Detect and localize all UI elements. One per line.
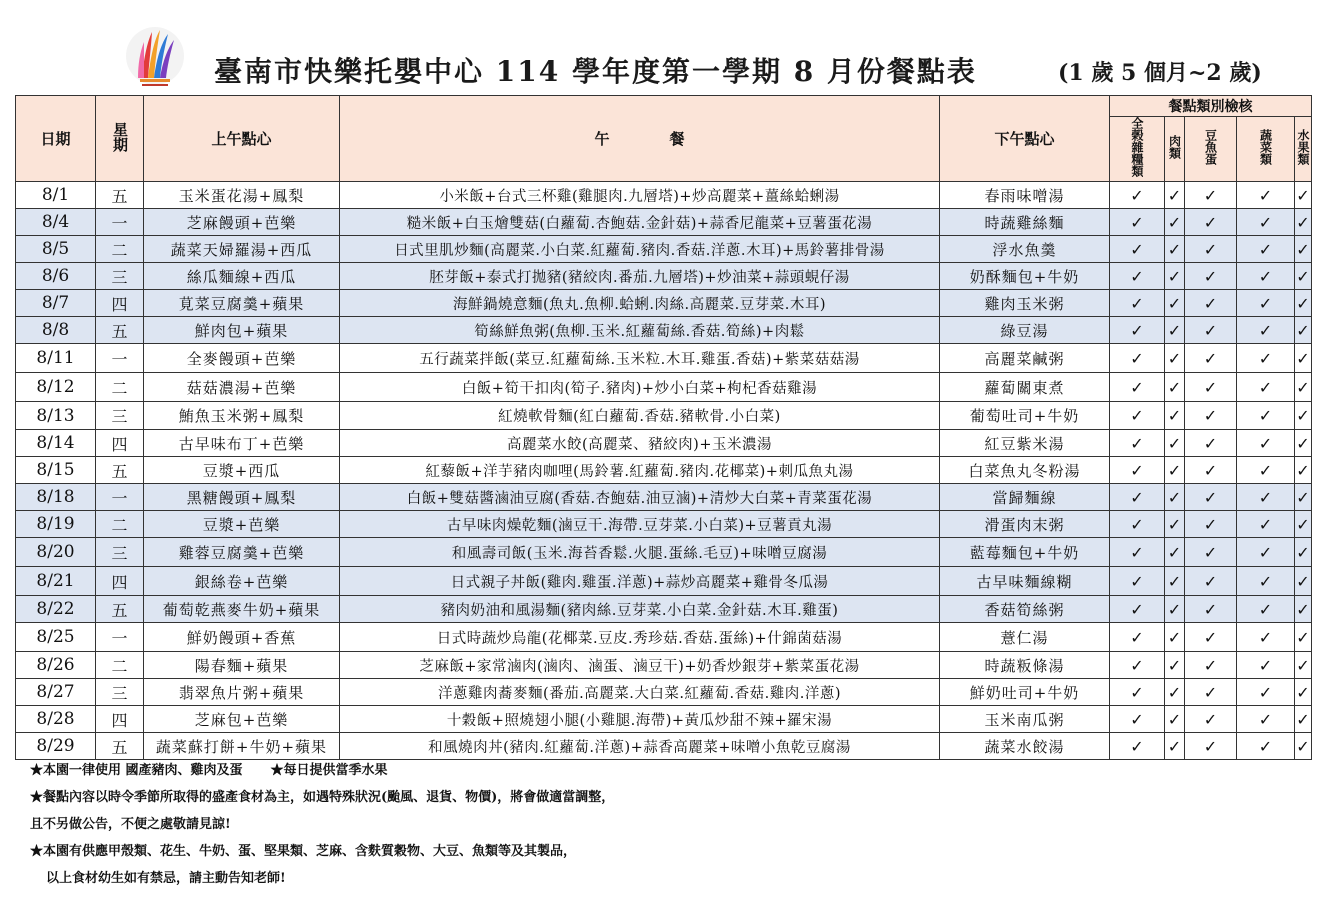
meat-check-icon: ✓ — [1165, 623, 1185, 652]
afternoon-snack-cell: 滑蛋肉末粥 — [940, 511, 1110, 538]
table-row — [16, 567, 1312, 596]
grains-check-icon: ✓ — [1110, 652, 1165, 679]
grains-check-icon: ✓ — [1110, 209, 1165, 236]
morning-snack-cell: 芝麻包+芭樂 — [144, 706, 340, 733]
date-cell: 8/20 — [16, 538, 96, 567]
date-cell: 8/8 — [16, 317, 96, 344]
weekday-cell: 五 — [96, 182, 144, 209]
fruit-check-icon: ✓ — [1295, 706, 1312, 733]
header-afternoon-snack: 下午點心 — [940, 96, 1110, 182]
bean-fish-egg-check-icon: ✓ — [1185, 317, 1237, 344]
date-cell: 8/4 — [16, 209, 96, 236]
header-lunch: 午 餐 — [340, 96, 940, 182]
lunch-cell: 日式時蔬炒烏龍(花椰菜.豆皮.秀珍菇.香菇.蛋絲)+什錦菌菇湯 — [340, 623, 940, 652]
fruit-check-icon: ✓ — [1295, 290, 1312, 317]
grains-check-icon: ✓ — [1110, 263, 1165, 290]
vegetables-check-icon: ✓ — [1237, 484, 1295, 511]
weekday-cell: 四 — [96, 430, 144, 457]
bean-fish-egg-check-icon: ✓ — [1185, 679, 1237, 706]
lunch-cell: 和風壽司飯(玉米.海苔香鬆.火腿.蛋絲.毛豆)+味噌豆腐湯 — [340, 538, 940, 567]
meat-check-icon: ✓ — [1165, 402, 1185, 430]
notes — [30, 757, 614, 892]
morning-snack-cell: 黑糖饅頭+鳳梨 — [144, 484, 340, 511]
afternoon-snack-cell: 古早味麵線糊 — [940, 567, 1110, 596]
vegetables-check-icon: ✓ — [1237, 652, 1295, 679]
meat-check-icon: ✓ — [1165, 596, 1185, 623]
date-cell: 8/25 — [16, 623, 96, 652]
bean-fish-egg-check-icon: ✓ — [1185, 567, 1237, 596]
meat-check-icon: ✓ — [1165, 733, 1185, 760]
table-row — [16, 511, 1312, 538]
afternoon-snack-cell: 奶酥麵包+牛奶 — [940, 263, 1110, 290]
bean-fish-egg-check-icon: ✓ — [1185, 484, 1237, 511]
table-row — [16, 290, 1312, 317]
date-cell: 8/19 — [16, 511, 96, 538]
grains-check-icon: ✓ — [1110, 567, 1165, 596]
table-row — [16, 679, 1312, 706]
fruit-check-icon: ✓ — [1295, 623, 1312, 652]
vegetables-check-icon: ✓ — [1237, 236, 1295, 263]
bean-fish-egg-check-icon: ✓ — [1185, 209, 1237, 236]
table-row — [16, 344, 1312, 373]
table-row — [16, 182, 1312, 209]
meat-check-icon: ✓ — [1165, 511, 1185, 538]
lunch-cell: 小米飯+台式三杯雞(雞腿肉.九層塔)+炒高麗菜+薑絲蛤蜊湯 — [340, 182, 940, 209]
header-fruit: 水果類 — [1295, 117, 1312, 182]
school-logo — [124, 26, 186, 94]
fruit-check-icon: ✓ — [1295, 484, 1312, 511]
lunch-cell: 芝麻飯+家常滷肉(滷肉、滷蛋、滷豆干)+奶香炒銀芽+紫菜蛋花湯 — [340, 652, 940, 679]
bean-fish-egg-check-icon: ✓ — [1185, 344, 1237, 373]
fruit-check-icon: ✓ — [1295, 182, 1312, 209]
grains-check-icon: ✓ — [1110, 733, 1165, 760]
morning-snack-cell: 鮪魚玉米粥+鳳梨 — [144, 402, 340, 430]
meat-check-icon: ✓ — [1165, 538, 1185, 567]
weekday-cell: 五 — [96, 733, 144, 760]
fruit-check-icon: ✓ — [1295, 538, 1312, 567]
bean-fish-egg-check-icon: ✓ — [1185, 652, 1237, 679]
afternoon-snack-cell: 藍莓麵包+牛奶 — [940, 538, 1110, 567]
lunch-cell: 豬肉奶油和風湯麵(豬肉絲.豆芽菜.小白菜.金針菇.木耳.雞蛋) — [340, 596, 940, 623]
table-row — [16, 484, 1312, 511]
lunch-cell: 海鮮鍋燒意麵(魚丸.魚柳.蛤蜊.肉絲.高麗菜.豆芽菜.木耳) — [340, 290, 940, 317]
note-line-4: ★本園有供應甲殼類、花生、牛奶、蛋、堅果類、芝麻、含麩質穀物、大豆、魚類等及其製品， — [30, 844, 577, 859]
header-bean-fish-egg: 豆魚蛋 — [1185, 117, 1237, 182]
afternoon-snack-cell: 香菇筍絲粥 — [940, 596, 1110, 623]
header-meat: 肉類 — [1165, 117, 1185, 182]
afternoon-snack-cell: 玉米南瓜粥 — [940, 706, 1110, 733]
lunch-cell: 五行蔬菜拌飯(菜豆.紅蘿蔔絲.玉米粒.木耳.雞蛋.香菇)+紫菜菇菇湯 — [340, 344, 940, 373]
weekday-cell: 一 — [96, 344, 144, 373]
grains-check-icon: ✓ — [1110, 373, 1165, 402]
meat-check-icon: ✓ — [1165, 679, 1185, 706]
morning-snack-cell: 鮮奶饅頭+香蕉 — [144, 623, 340, 652]
weekday-cell: 二 — [96, 511, 144, 538]
morning-snack-cell: 全麥饅頭+芭樂 — [144, 344, 340, 373]
date-cell: 8/6 — [16, 263, 96, 290]
vegetables-check-icon: ✓ — [1237, 402, 1295, 430]
afternoon-snack-cell: 春雨味噌湯 — [940, 182, 1110, 209]
bean-fish-egg-check-icon: ✓ — [1185, 511, 1237, 538]
grains-check-icon: ✓ — [1110, 317, 1165, 344]
note-seasonal-fruit: ★每日提供當季水果 — [270, 763, 388, 778]
vegetables-check-icon: ✓ — [1237, 290, 1295, 317]
fruit-check-icon: ✓ — [1295, 679, 1312, 706]
table-row — [16, 373, 1312, 402]
weekday-cell: 二 — [96, 652, 144, 679]
table-row — [16, 733, 1312, 760]
bean-fish-egg-check-icon: ✓ — [1185, 733, 1237, 760]
meal-rows — [16, 182, 1312, 760]
morning-snack-cell: 翡翠魚片粥+蘋果 — [144, 679, 340, 706]
note-line-3: 且不另做公告，不便之處敬請見諒! — [30, 817, 231, 832]
meat-check-icon: ✓ — [1165, 290, 1185, 317]
table-row — [16, 209, 1312, 236]
date-cell: 8/1 — [16, 182, 96, 209]
table-row — [16, 538, 1312, 567]
afternoon-snack-cell: 時蔬粄條湯 — [940, 652, 1110, 679]
grains-check-icon: ✓ — [1110, 344, 1165, 373]
morning-snack-cell: 古早味布丁+芭樂 — [144, 430, 340, 457]
table-row — [16, 402, 1312, 430]
vegetables-check-icon: ✓ — [1237, 457, 1295, 484]
bean-fish-egg-check-icon: ✓ — [1185, 538, 1237, 567]
afternoon-snack-cell: 浮水魚羹 — [940, 236, 1110, 263]
header-grains: 全榖雜糧類 — [1110, 117, 1165, 182]
bean-fish-egg-check-icon: ✓ — [1185, 236, 1237, 263]
bean-fish-egg-check-icon: ✓ — [1185, 373, 1237, 402]
meat-check-icon: ✓ — [1165, 373, 1185, 402]
header-morning-snack: 上午點心 — [144, 96, 340, 182]
fruit-check-icon: ✓ — [1295, 596, 1312, 623]
lunch-cell: 白飯+雙菇醬滷油豆腐(香菇.杏鮑菇.油豆滷)+清炒大白菜+青菜蛋花湯 — [340, 484, 940, 511]
meat-check-icon: ✓ — [1165, 263, 1185, 290]
lunch-cell: 日式里肌炒麵(高麗菜.小白菜.紅蘿蔔.豬肉.香菇.洋蔥.木耳)+馬鈴薯排骨湯 — [340, 236, 940, 263]
morning-snack-cell: 芝麻饅頭+芭樂 — [144, 209, 340, 236]
weekday-cell: 五 — [96, 596, 144, 623]
afternoon-snack-cell: 綠豆湯 — [940, 317, 1110, 344]
date-cell: 8/22 — [16, 596, 96, 623]
vegetables-check-icon: ✓ — [1237, 317, 1295, 344]
weekday-cell: 四 — [96, 706, 144, 733]
bean-fish-egg-check-icon: ✓ — [1185, 182, 1237, 209]
date-cell: 8/5 — [16, 236, 96, 263]
lunch-cell: 十穀飯+照燒翅小腿(小雞腿.海帶)+黃瓜炒甜不辣+羅宋湯 — [340, 706, 940, 733]
fruit-check-icon: ✓ — [1295, 430, 1312, 457]
fruit-check-icon: ✓ — [1295, 317, 1312, 344]
header-date: 日期 — [16, 96, 96, 182]
date-cell: 8/29 — [16, 733, 96, 760]
fruit-check-icon: ✓ — [1295, 567, 1312, 596]
morning-snack-cell: 菇菇濃湯+芭樂 — [144, 373, 340, 402]
vegetables-check-icon: ✓ — [1237, 706, 1295, 733]
vegetables-check-icon: ✓ — [1237, 263, 1295, 290]
vegetables-check-icon: ✓ — [1237, 623, 1295, 652]
grains-check-icon: ✓ — [1110, 484, 1165, 511]
weekday-cell: 五 — [96, 317, 144, 344]
afternoon-snack-cell: 薏仁湯 — [940, 623, 1110, 652]
morning-snack-cell: 雞蓉豆腐羹+芭樂 — [144, 538, 340, 567]
meat-check-icon: ✓ — [1165, 317, 1185, 344]
meat-check-icon: ✓ — [1165, 652, 1185, 679]
grains-check-icon: ✓ — [1110, 182, 1165, 209]
grains-check-icon: ✓ — [1110, 290, 1165, 317]
lunch-cell: 和風燒肉丼(豬肉.紅蘿蔔.洋蔥)+蒜香高麗菜+味噌小魚乾豆腐湯 — [340, 733, 940, 760]
morning-snack-cell: 陽春麵+蘋果 — [144, 652, 340, 679]
bean-fish-egg-check-icon: ✓ — [1185, 290, 1237, 317]
afternoon-snack-cell: 雞肉玉米粥 — [940, 290, 1110, 317]
weekday-cell: 三 — [96, 402, 144, 430]
vegetables-check-icon: ✓ — [1237, 596, 1295, 623]
grains-check-icon: ✓ — [1110, 596, 1165, 623]
table-row — [16, 652, 1312, 679]
age-range: (1 歲 5 個月~2 歲) — [1058, 60, 1262, 86]
vegetables-check-icon: ✓ — [1237, 430, 1295, 457]
vegetables-check-icon: ✓ — [1237, 733, 1295, 760]
afternoon-snack-cell: 高麗菜鹹粥 — [940, 344, 1110, 373]
header-vegetables: 蔬菜類 — [1237, 117, 1295, 182]
lunch-cell: 高麗菜水餃(高麗菜、豬絞肉)+玉米濃湯 — [340, 430, 940, 457]
date-cell: 8/18 — [16, 484, 96, 511]
meat-check-icon: ✓ — [1165, 430, 1185, 457]
afternoon-snack-cell: 鮮奶吐司+牛奶 — [940, 679, 1110, 706]
lunch-cell: 日式親子丼飯(雞肉.雞蛋.洋蔥)+蒜炒高麗菜+雞骨冬瓜湯 — [340, 567, 940, 596]
vegetables-check-icon: ✓ — [1237, 679, 1295, 706]
bean-fish-egg-check-icon: ✓ — [1185, 430, 1237, 457]
table-row — [16, 317, 1312, 344]
vegetables-check-icon: ✓ — [1237, 567, 1295, 596]
grains-check-icon: ✓ — [1110, 457, 1165, 484]
afternoon-snack-cell: 紅豆紫米湯 — [940, 430, 1110, 457]
table-row — [16, 706, 1312, 733]
date-cell: 8/27 — [16, 679, 96, 706]
morning-snack-cell: 豆漿+西瓜 — [144, 457, 340, 484]
meat-check-icon: ✓ — [1165, 182, 1185, 209]
weekday-cell: 五 — [96, 457, 144, 484]
grains-check-icon: ✓ — [1110, 679, 1165, 706]
morning-snack-cell: 鮮肉包+蘋果 — [144, 317, 340, 344]
lunch-cell: 紅藜飯+洋芋豬肉咖哩(馬鈴薯.紅蘿蔔.豬肉.花椰菜)+刺瓜魚丸湯 — [340, 457, 940, 484]
grains-check-icon: ✓ — [1110, 511, 1165, 538]
morning-snack-cell: 豆漿+芭樂 — [144, 511, 340, 538]
fruit-check-icon: ✓ — [1295, 402, 1312, 430]
date-cell: 8/15 — [16, 457, 96, 484]
grains-check-icon: ✓ — [1110, 236, 1165, 263]
date-cell: 8/21 — [16, 567, 96, 596]
bean-fish-egg-check-icon: ✓ — [1185, 596, 1237, 623]
fruit-check-icon: ✓ — [1295, 511, 1312, 538]
meat-check-icon: ✓ — [1165, 567, 1185, 596]
lunch-cell: 紅燒軟骨麵(紅白蘿蔔.香菇.豬軟骨.小白菜) — [340, 402, 940, 430]
weekday-cell: 二 — [96, 236, 144, 263]
morning-snack-cell: 銀絲卷+芭樂 — [144, 567, 340, 596]
table-row — [16, 236, 1312, 263]
date-cell: 8/12 — [16, 373, 96, 402]
bean-fish-egg-check-icon: ✓ — [1185, 402, 1237, 430]
lunch-cell: 筍絲鮮魚粥(魚柳.玉米.紅蘿蔔絲.香菇.筍絲)+肉鬆 — [340, 317, 940, 344]
vegetables-check-icon: ✓ — [1237, 182, 1295, 209]
meat-check-icon: ✓ — [1165, 209, 1185, 236]
vegetables-check-icon: ✓ — [1237, 209, 1295, 236]
table-row — [16, 457, 1312, 484]
weekday-cell: 四 — [96, 567, 144, 596]
lunch-cell: 古早味肉燥乾麵(滷豆干.海帶.豆芽菜.小白菜)+豆薯貢丸湯 — [340, 511, 940, 538]
lunch-cell: 糙米飯+白玉燴雙菇(白蘿蔔.杏鮑菇.金針菇)+蒜香尼龍菜+豆薯蛋花湯 — [340, 209, 940, 236]
morning-snack-cell: 莧菜豆腐羹+蘋果 — [144, 290, 340, 317]
morning-snack-cell: 蔬菜蘇打餅+牛奶+蘋果 — [144, 733, 340, 760]
morning-snack-cell: 葡萄乾燕麥牛奶+蘋果 — [144, 596, 340, 623]
fruit-check-icon: ✓ — [1295, 373, 1312, 402]
meat-check-icon: ✓ — [1165, 344, 1185, 373]
afternoon-snack-cell: 當歸麵線 — [940, 484, 1110, 511]
fruit-check-icon: ✓ — [1295, 236, 1312, 263]
grains-check-icon: ✓ — [1110, 430, 1165, 457]
afternoon-snack-cell: 葡萄吐司+牛奶 — [940, 402, 1110, 430]
date-cell: 8/13 — [16, 402, 96, 430]
meat-check-icon: ✓ — [1165, 484, 1185, 511]
date-cell: 8/11 — [16, 344, 96, 373]
note-line-5: 以上食材幼生如有禁忌，請主動告知老師! — [46, 871, 286, 886]
vegetables-check-icon: ✓ — [1237, 511, 1295, 538]
weekday-cell: 三 — [96, 263, 144, 290]
morning-snack-cell: 絲瓜麵線+西瓜 — [144, 263, 340, 290]
meat-check-icon: ✓ — [1165, 236, 1185, 263]
weekday-cell: 一 — [96, 623, 144, 652]
afternoon-snack-cell: 蔬菜水餃湯 — [940, 733, 1110, 760]
afternoon-snack-cell: 蘿蔔關東煮 — [940, 373, 1110, 402]
grains-check-icon: ✓ — [1110, 402, 1165, 430]
bean-fish-egg-check-icon: ✓ — [1185, 623, 1237, 652]
table-row — [16, 623, 1312, 652]
grains-check-icon: ✓ — [1110, 706, 1165, 733]
fruit-check-icon: ✓ — [1295, 652, 1312, 679]
date-cell: 8/28 — [16, 706, 96, 733]
afternoon-snack-cell: 白菜魚丸冬粉湯 — [940, 457, 1110, 484]
vegetables-check-icon: ✓ — [1237, 344, 1295, 373]
header-check-group: 餐點類別檢核 — [1110, 96, 1312, 117]
grains-check-icon: ✓ — [1110, 538, 1165, 567]
weekday-cell: 一 — [96, 209, 144, 236]
weekday-cell: 四 — [96, 290, 144, 317]
note-line-2: ★餐點內容以時令季節所取得的盛產食材為主，如遇特殊狀況(颱風、退貨、物價)，將會做適當調整， — [30, 790, 615, 805]
weekday-cell: 三 — [96, 538, 144, 567]
lunch-cell: 洋蔥雞肉蕎麥麵(番茄.高麗菜.大白菜.紅蘿蔔.香菇.雞肉.洋蔥) — [340, 679, 940, 706]
bean-fish-egg-check-icon: ✓ — [1185, 457, 1237, 484]
table-row — [16, 596, 1312, 623]
header-weekday: 星期 — [96, 96, 144, 182]
note-line-1 — [30, 757, 614, 784]
morning-snack-cell: 蔬菜天婦羅湯+西瓜 — [144, 236, 340, 263]
meat-check-icon: ✓ — [1165, 457, 1185, 484]
fruit-check-icon: ✓ — [1295, 263, 1312, 290]
afternoon-snack-cell: 時蔬雞絲麵 — [940, 209, 1110, 236]
page-title: 臺南市快樂托嬰中心 114 學年度第一學期 8 月份餐點表 — [214, 55, 977, 88]
fruit-check-icon: ✓ — [1295, 209, 1312, 236]
fruit-check-icon: ✓ — [1295, 344, 1312, 373]
lunch-cell: 胚芽飯+泰式打拋豬(豬絞肉.番茄.九層塔)+炒油菜+蒜頭蜆仔湯 — [340, 263, 940, 290]
meat-check-icon: ✓ — [1165, 706, 1185, 733]
vegetables-check-icon: ✓ — [1237, 373, 1295, 402]
date-cell: 8/14 — [16, 430, 96, 457]
bean-fish-egg-check-icon: ✓ — [1185, 263, 1237, 290]
lunch-cell: 白飯+筍干扣肉(筍子.豬肉)+炒小白菜+枸杞香菇雞湯 — [340, 373, 940, 402]
meal-table — [15, 95, 1312, 760]
fruit-check-icon: ✓ — [1295, 457, 1312, 484]
table-row — [16, 263, 1312, 290]
grains-check-icon: ✓ — [1110, 623, 1165, 652]
morning-snack-cell: 玉米蛋花湯+鳳梨 — [144, 182, 340, 209]
bean-fish-egg-check-icon: ✓ — [1185, 706, 1237, 733]
note-domestic-meat: ★本園一律使用 國產豬肉、雞肉及蛋 — [30, 763, 243, 778]
date-cell: 8/7 — [16, 290, 96, 317]
fruit-check-icon: ✓ — [1295, 733, 1312, 760]
weekday-cell: 二 — [96, 373, 144, 402]
weekday-cell: 一 — [96, 484, 144, 511]
weekday-cell: 三 — [96, 679, 144, 706]
vegetables-check-icon: ✓ — [1237, 538, 1295, 567]
table-row — [16, 430, 1312, 457]
date-cell: 8/26 — [16, 652, 96, 679]
